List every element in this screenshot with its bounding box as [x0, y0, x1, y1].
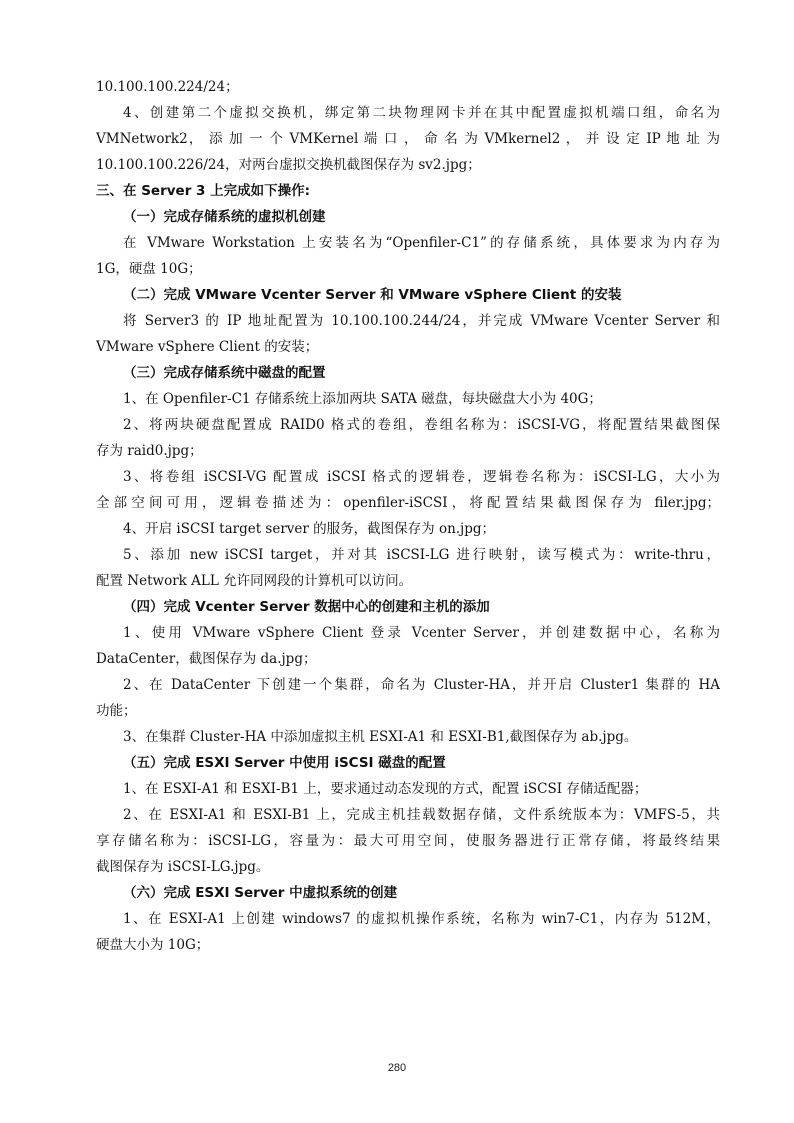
- text-line: 在 VMware Workstation 上安装名为“Openfiler-C1”的存储系统，具体要求为内存为: [123, 235, 720, 251]
- text-line: 10.100.100.226/24，对两台虚拟交换机截图保存为 sv2.jpg；: [96, 157, 481, 173]
- text-line: 全部空间可用，逻辑卷描述为：openfiler-iSCSI，将配置结果截图保存为 filer.jpg；: [96, 495, 720, 511]
- section-heading: （五）完成 ESXI Server 中使用 iSCSI 磁盘的配置: [123, 755, 446, 771]
- section-heading: （四）完成 Vcenter Server 数据中心的创建和主机的添加: [123, 599, 490, 615]
- section-heading: （三）完成存储系统中磁盘的配置: [123, 365, 326, 381]
- text-line: 功能；: [96, 703, 137, 719]
- text-line: 4、创建第二个虚拟交换机，绑定第二块物理网卡并在其中配置虚拟机端口组，命名为: [123, 105, 720, 121]
- text-line: 2、在 ESXI-A1 和 ESXI-B1 上，完成主机挂载数据存储，文件系统版本为：VMFS-5，共: [123, 807, 720, 823]
- text-line: 2、在 DataCenter 下创建一个集群，命名为 Cluster-HA，并开启 Cluster1 集群的 HA: [123, 677, 720, 693]
- text-line: 1、在 ESXI-A1 上创建 windows7 的虚拟机操作系统，名称为 win7-C1，内存为 512M，: [123, 911, 720, 927]
- section-heading: （二）完成 VMware Vcenter Server 和 VMware vSphere Client 的安装: [123, 287, 622, 303]
- text-line: 2、将两块硬盘配置成 RAID0 格式的卷组，卷组名称为：iSCSI-VG，将配置结果截图保: [123, 417, 720, 433]
- text-line: 3、在集群 Cluster-HA 中添加虚拟主机 ESXI-A1 和 ESXI-B1,截图保存为 ab.jpg。: [123, 729, 638, 745]
- section-heading: （六）完成 ESXI Server 中虚拟系统的创建: [123, 885, 398, 901]
- text-line: 配置 Network ALL 允许同网段的计算机可以访问。: [96, 573, 413, 589]
- text-line: 将 Server3 的 IP 地址配置为 10.100.100.244/24，并完成 VMware Vcenter Server 和: [123, 313, 720, 329]
- text-line: 1、使用 VMware vSphere Client 登录 Vcenter Server，并创建数据中心，名称为: [123, 625, 720, 641]
- text-line: 截图保存为 iSCSI-LG.jpg。: [96, 859, 270, 875]
- text-line: VMNetwork2， 添 加 一 个 VMKernel 端 口 ， 命 名 为 VMkernel2 ， 并 设 定 IP 地 址 为: [96, 131, 720, 147]
- text-line: 1G，硬盘 10G；: [96, 261, 202, 277]
- text-line: 5、添加 new iSCSI target，并对其 iSCSI-LG 进行映射，读写模式为：write-thru，: [123, 547, 720, 563]
- text-line: 1、在 Openfiler-C1 存储系统上添加两块 SATA 磁盘，每块磁盘大小为 40G；: [123, 391, 602, 407]
- text-line: 1、在 ESXI-A1 和 ESXI-B1 上，要求通过动态发现的方式，配置 iSCSI 存储适配器；: [123, 781, 648, 797]
- text-line: 10.100.100.224/24；: [96, 79, 239, 95]
- text-line: 3、将卷组 iSCSI-VG 配置成 iSCSI 格式的逻辑卷，逻辑卷名称为：iSCSI-LG，大小为: [123, 469, 720, 485]
- text-line: VMware vSphere Client 的安装；: [96, 339, 319, 355]
- document-body: [96, 74, 720, 958]
- text-line: 4、开启 iSCSI target server 的服务，截图保存为 on.jpg；: [123, 521, 496, 537]
- section-heading: （一）完成存储系统的虚拟机创建: [123, 209, 326, 225]
- text-line: 存为 raid0.jpg；: [96, 443, 203, 459]
- page-number: 280: [387, 1062, 407, 1074]
- text-line: DataCenter，截图保存为 da.jpg；: [96, 651, 317, 667]
- text-line: 享存储名称为：iSCSI-LG，容量为：最大可用空间，使服务器进行正常存储，将最终结果: [96, 833, 720, 849]
- text-line: 硬盘大小为 10G；: [96, 937, 210, 953]
- section-heading: 三、在 Server 3 上完成如下操作:: [96, 183, 311, 199]
